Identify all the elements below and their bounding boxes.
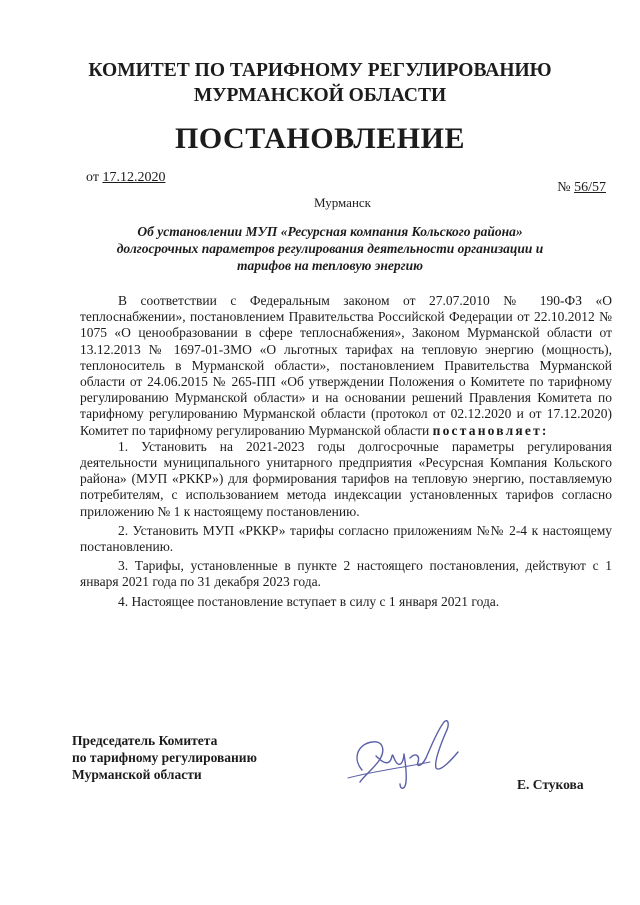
subject-line-3: тарифов на тепловую энергию [237,258,423,273]
committee-header [0,58,640,108]
subject-line-2: долгосрочных параметров регулирования деятельности организации и [116,241,544,256]
committee-line-1: КОМИТЕТ ПО ТАРИФНОМУ РЕГУЛИРОВАНИЮ [88,60,552,81]
resolution-item-2: 2. Установить МУП «РККР» тарифы согласно приложениям №№ 2-4 к настоящему постановлению. [80,522,612,555]
document-number [557,180,606,196]
resolution-item-4: 4. Настоящее постановление вступает в силу с 1 января 2021 года. [118,593,500,609]
signer-title-line-2: по тарифному регулированию [72,750,257,765]
signer-title [72,732,257,783]
date-value: 17.12.2020 [102,170,166,185]
city-label: Мурманск [314,195,371,210]
signer-title-line-1: Председатель Комитета [72,733,218,748]
committee-line-2: МУРМАНСКОЙ ОБЛАСТИ [193,85,447,106]
preamble-paragraph [80,293,612,439]
document-date [86,170,165,186]
resolves-word: постановляет: [432,422,549,438]
signer-name: Е. Стукова [517,777,584,792]
handwritten-signature [340,712,480,796]
document-subject [80,223,580,274]
subject-line-1: Об установлении МУП «Ресурсная компания Кольского района» [137,224,523,239]
preamble-text: В соответствии с Федеральным законом от 27.07.2010 № 190-ФЗ «О теплоснабжении», постановлением Правительства Российской Федерации от 22.10.2012 № 1075 «О ценообразовании в сфере теплоснабжения», Законом Мурманской области от 13.12.2013 № 1697-01-ЗМО «О льготных тарифах на тепловую энергию (мощность), теплоноситель в Мурманской области», постановлением Правительства Мурманской области от 24.06.2015 № 265-ПП «Об утверждении Положения о Комитете по тарифному регулированию Мурманской области» и на основании решений Правления Комитета по тарифному регулированию Мурманской области (протокол от 02.12.2020 и от 17.12.2020) Комитет по тарифному регулированию Мурманской области [80,293,612,438]
date-prefix: от [86,170,99,185]
document-type-title: ПОСТАНОВЛЕНИЕ [175,122,465,155]
resolution-item-1: 1. Установить на 2021-2023 годы долгосрочные параметры регулирования деятельности муниципального унитарного предприятия «Ресурсная Компания Кольского района» (МУП «РККР») для формирования тарифов на тепловую энергию, поставляемую потребителям, с использованием метода индексации установленных тарифов согласно приложению № 1 к настоящему постановлению. [80,438,612,519]
document-body [80,293,612,610]
signer-title-line-3: Мурманской области [72,767,202,782]
number-prefix: № [557,180,571,195]
resolution-item-3: 3. Тарифы, установленные в пункте 2 настоящего постановления, действуют с 1 января 2021 года по 31 декабря 2023 года. [80,558,612,590]
number-value: 56/57 [574,180,606,195]
